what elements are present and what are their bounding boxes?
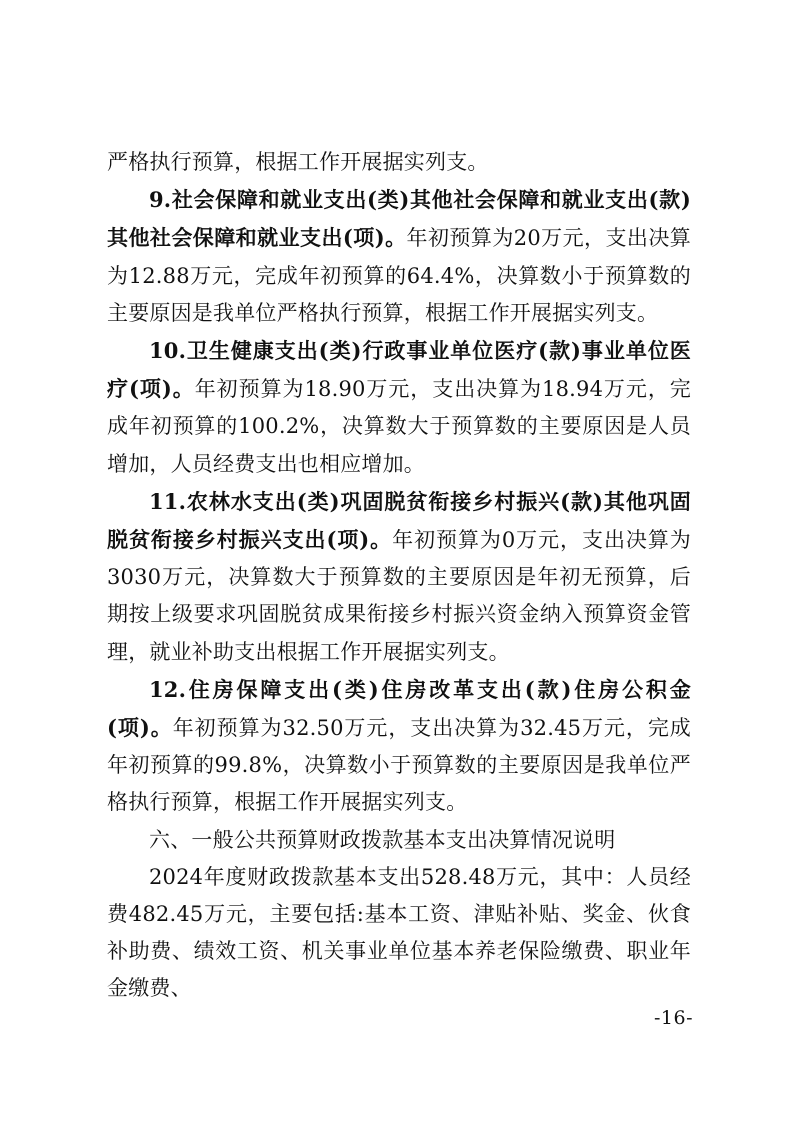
closing-paragraph: 2024年度财政拨款基本支出528.48万元，其中：人员经费482.45万元，主要包括:基本工资、津贴补贴、奖金、伙食补助费、绩效工资、机关事业单位基本养老保险缴费、职业年金缴费、 <box>107 864 691 1001</box>
section-heading: 六、一般公共预算财政拨款基本支出决算情况说明 <box>149 827 616 852</box>
paragraph-text: 严格执行预算，根据工作开展据实列支。 <box>107 150 489 174</box>
item-9-heading: 9.社会保障和就业支出(类)其他社会保障和就业支出(款)其他社会保障和就业支出(项)。 <box>107 187 691 251</box>
item-12-text: 年初预算为32.50万元，支出决算为32.45万元，完成年初预算的99.8%，决算数小于预算数的主要原因是我单位严格执行预算，根据工作开展据实列支。 <box>107 716 691 815</box>
item-9-paragraph <box>107 181 691 332</box>
item-12-heading: 12.住房保障支出(类)住房改革支出(款)住房公积金(项)。 <box>107 676 691 741</box>
continuation-paragraph <box>107 144 691 181</box>
item-9-text: 年初预算为20万元，支出决算为12.88万元，完成年初预算的64.4%，决算数小于预算数的主要原因是我单位严格执行预算，根据工作开展据实列支。 <box>107 226 691 325</box>
item-11-text: 年初预算为0万元，支出决算为3030万元，决算数大于预算数的主要原因是年初无预算，后期按上级要求巩固脱贫成果衔接乡村振兴资金纳入预算资金管理，就业补助支出根据工作开展据实列支。 <box>107 528 691 664</box>
item-10-paragraph <box>107 332 691 483</box>
item-10-text: 年初预算为18.90万元，支出决算为18.94万元，完成年初预算的100.2%，决算数大于预算数的主要原因是人员增加，人员经费支出也相应增加。 <box>107 377 692 476</box>
item-12-paragraph <box>107 671 691 822</box>
page-number: -16- <box>654 1007 694 1029</box>
item-10-heading: 10.卫生健康支出(类)行政事业单位医疗(款)事业单位医疗(项)。 <box>107 338 691 402</box>
document-body <box>107 144 691 1008</box>
item-11-heading: 11.农林水支出(类)巩固脱贫衔接乡村振兴(款)其他巩固脱贫衔接乡村振兴支出(项)。 <box>107 488 691 553</box>
item-11-paragraph <box>107 483 691 671</box>
